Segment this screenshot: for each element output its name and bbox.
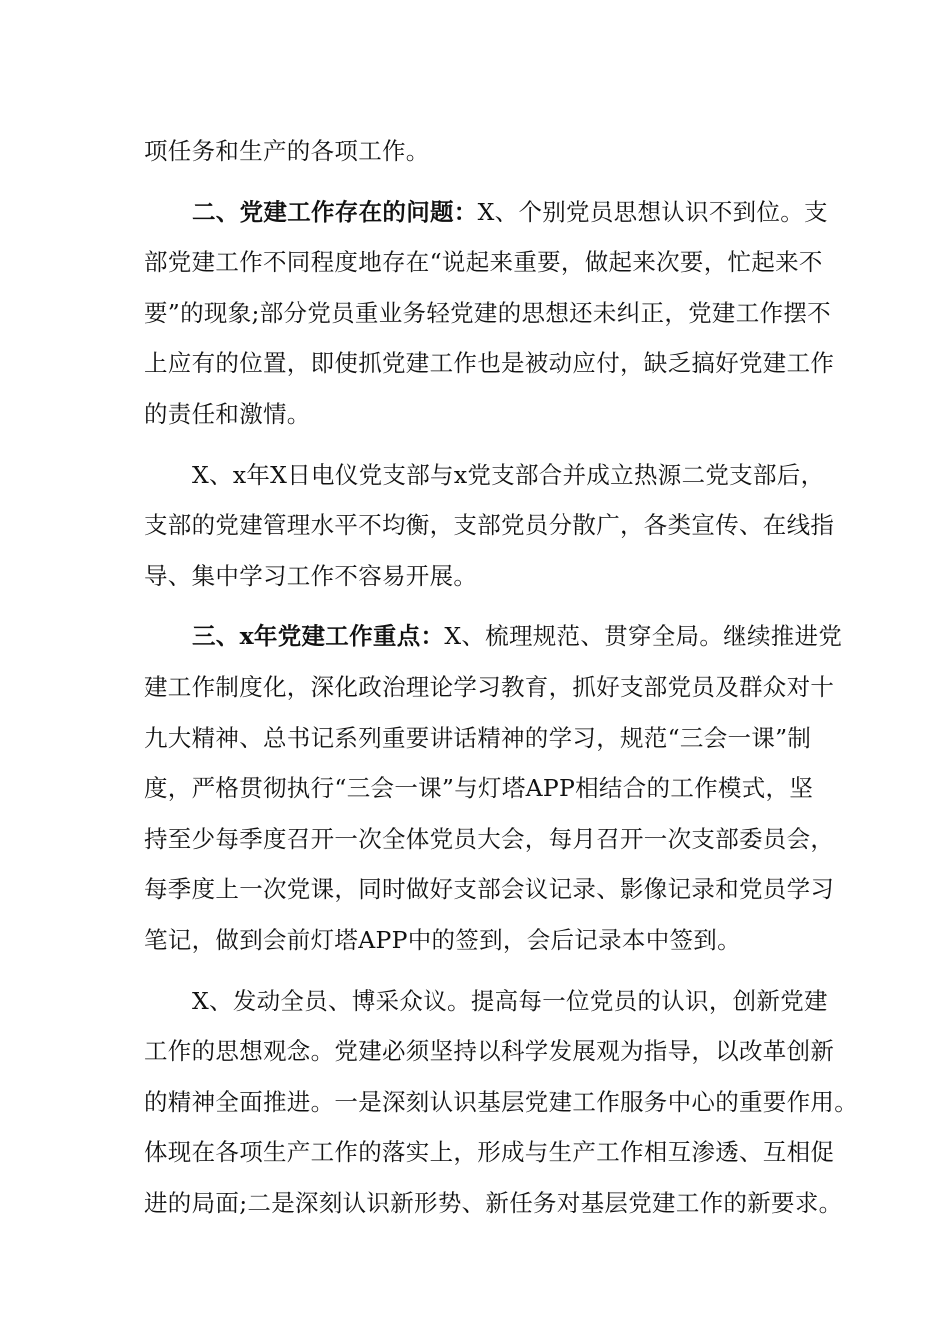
paragraph-key-work [144,611,843,965]
paragraph-mobilize-members [144,976,858,1229]
text-run: X、梳理规范、贯穿全局。继续推进党 [444,622,843,651]
text-line: 支部的党建管理水平不均衡，支部党员分散广，各类宣传、在线指 [144,511,835,540]
paragraph-branch-merge [144,450,835,602]
text-line: 体现在各项生产工作的落实上，形成与生产工作相互渗透、互相促 [144,1138,835,1167]
document-body [144,126,858,1238]
text-line: 笔记，做到会前灯塔APP中的签到，会后记录本中签到。 [144,925,741,954]
paragraph-party-building-problems [144,187,835,440]
text-line: 持至少每季度召开一次全体党员大会，每月召开一次支部委员会， [144,824,835,853]
text-run: X、个别党员思想认识不到位。支 [477,197,828,226]
text-line: 上应有的位置，即使抓党建工作也是被动应付，缺乏搞好党建工作 [144,349,835,378]
text-line [144,611,843,662]
text-line: 每季度上一次党课，同时做好支部会议记录、影像记录和党员学习 [144,875,835,904]
text-line: X、发动全员、博采众议。提高每一位党员的认识，创新党建 [192,986,828,1015]
section-heading-key-work: 三、x年党建工作重点： [192,622,445,651]
text-line [144,187,828,238]
text-line: 建工作制度化，深化政治理论学习教育，抓好支部党员及群众对十 [144,672,835,701]
section-heading-problems: 二、党建工作存在的问题： [192,197,478,226]
text-line: 导、集中学习工作不容易开展。 [144,561,478,590]
text-line: 九大精神、总书记系列重要讲话精神的学习，规范“三会一课”制 [144,723,812,752]
paragraph-continuation [144,126,818,177]
text-line: 进的局面;二是深刻认识新形势、新任务对基层党建工作的新要求。 [144,1188,843,1217]
text-line: 度，严格贯彻执行“三会一课”与灯塔APP相结合的工作模式，坚 [144,774,814,803]
text-line: 部党建工作不同程度地存在“说起来重要，做起来次要，忙起来不 [144,248,823,277]
text-line: 的精神全面推进。一是深刻认识基层党建工作服务中心的重要作用。 [144,1087,858,1116]
text-line: 要”的现象;部分党员重业务轻党建的思想还未纠正，党建工作摆不 [144,298,831,327]
text-line: 项任务和生产的各项工作。 [144,137,430,165]
text-line: X、x年X日电仪党支部与x党支部合并成立热源二党支部后， [192,460,825,489]
text-line: 的责任和激情。 [144,399,311,428]
text-line: 工作的思想观念。党建必须坚持以科学发展观为指导，以改革创新 [144,1037,835,1066]
